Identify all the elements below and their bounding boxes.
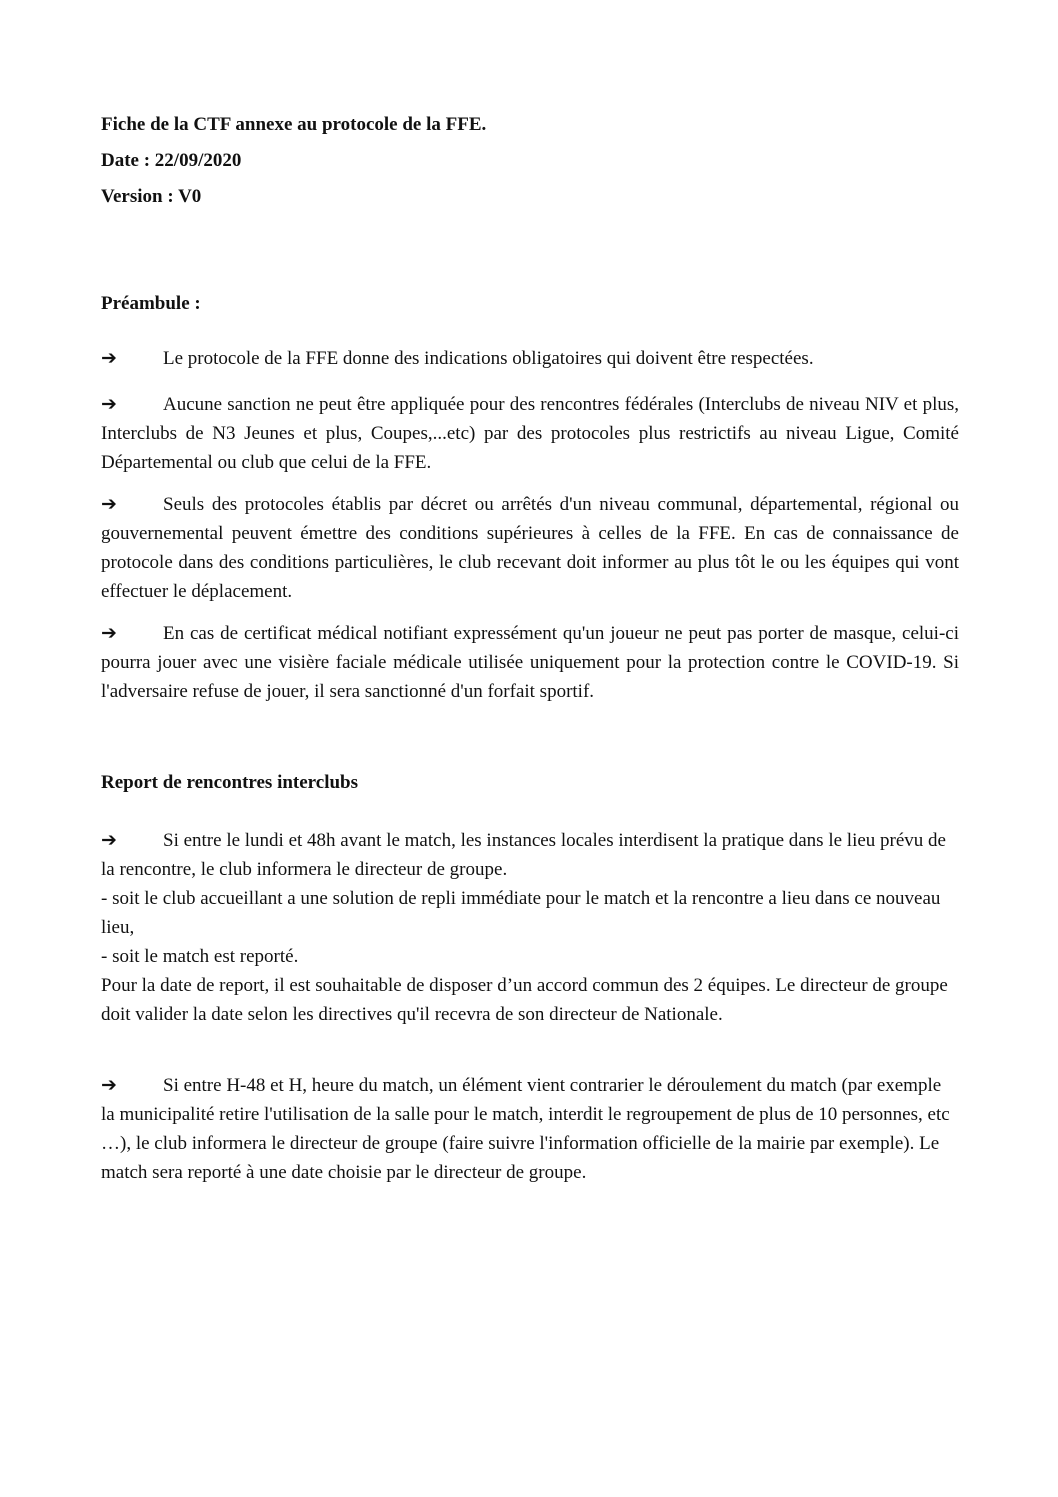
report-item-2-text: Si entre H-48 et H, heure du match, un élément vient contrarier le déroulement du match (par exemple la municipalité retire l'utilisation de la salle pour le match, interdit le regroupement de plus de 10 personnes, etc …), le club informera le directeur de groupe (faire suivre l'information officielle de la mairie par exemple). Le match sera reporté à une date choisie par le directeur de groupe.: [101, 1075, 950, 1183]
report-heading: Report de rencontres interclubs: [101, 772, 359, 793]
report-item-1: [101, 826, 959, 1029]
report-item-1-option-1: - soit le club accueillant a une solution de repli immédiate pour le match et la rencontre a lieu dans ce nouveau lieu,: [101, 888, 941, 938]
arrow-right-icon: ➔: [101, 493, 117, 515]
preambule-heading: Préambule :: [101, 293, 201, 314]
arrow-right-icon: ➔: [101, 393, 117, 415]
arrow-right-icon: ➔: [101, 1074, 117, 1096]
arrow-right-icon: ➔: [101, 622, 117, 644]
preambule-item-3: [101, 490, 959, 606]
arrow-right-icon: ➔: [101, 347, 117, 369]
arrow-right-icon: ➔: [101, 829, 117, 851]
preambule-item-text: Aucune sanction ne peut être appliquée pour des rencontres fédérales (Interclubs de niveau NIV et plus, Interclubs de N3 Jeunes et plus, Coupes,...etc) par des protocoles plus restrictifs au niveau Ligue, Comité Départemental ou club que celui de la FFE.: [101, 394, 959, 473]
report-item-1-conclusion: Pour la date de report, il est souhaitable de disposer d’un accord commun des 2 équipes. Le directeur de groupe doit valider la date selon les directives qu'il recevra de son directeur de Nationale.: [101, 975, 948, 1025]
preambule-item-text: Seuls des protocoles établis par décret ou arrêtés d'un niveau communal, départemental, régional ou gouvernemental peuvent émettre des conditions supérieures à celles de la FFE. En cas de connaissance de protocole dans des conditions particulières, le club recevant doit informer au plus tôt le ou les équipes qui vont effectuer le déplacement.: [101, 494, 959, 602]
preambule-item-4: [101, 619, 959, 706]
document-title: Fiche de la CTF annexe au protocole de la FFE.: [101, 114, 487, 135]
document-version: Version : V0: [101, 186, 202, 207]
preambule-item-text: Le protocole de la FFE donne des indications obligatoires qui doivent être respectées.: [163, 348, 814, 369]
report-item-1-option-2: - soit le match est reporté.: [101, 946, 299, 967]
preambule-item-1: [101, 344, 959, 373]
preambule-item-text: En cas de certificat médical notifiant expressément qu'un joueur ne peut pas porter de masque, celui-ci pourra jouer avec une visière faciale médicale utilisée uniquement pour la protection contre le COVID-19. Si l'adversaire refuse de jouer, il sera sanctionné d'un forfait sportif.: [101, 623, 959, 702]
document-date: Date : 22/09/2020: [101, 150, 242, 171]
report-item-2: [101, 1071, 959, 1187]
preambule-item-2: [101, 390, 959, 477]
report-item-1-intro: Si entre le lundi et 48h avant le match, les instances locales interdisent la pratique dans le lieu prévu de la rencontre, le club informera le directeur de groupe.: [101, 830, 946, 880]
